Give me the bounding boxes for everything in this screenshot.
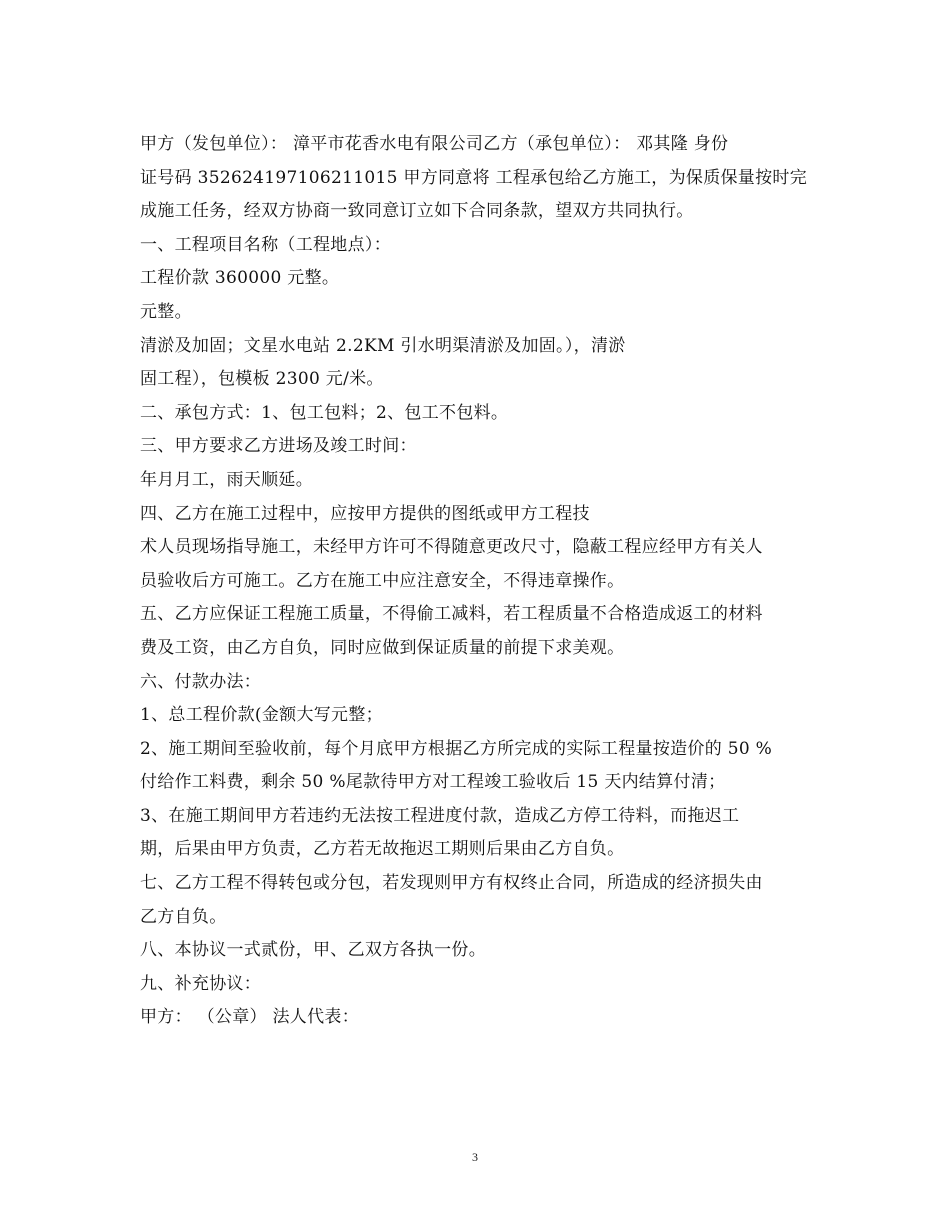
section-heading: 二、承包方式：1、包工包料；2、包工不包料。 <box>140 402 509 423</box>
section-heading: 七、乙方工程不得转包或分包，若发现则甲方有权终止合同，所造成的经济损失由 <box>140 873 763 894</box>
contract-line: 成施工任务，经双方协商一致同意订立如下合同条款，望双方共同执行。 <box>140 201 694 222</box>
contract-line: 工程价款 360000 元整。 <box>140 268 340 289</box>
contract-line: 证号码 352624197106211015 甲方同意将 工程承包给乙方施工，为保质保量按时完 <box>140 167 807 188</box>
section-heading: 四、乙方在施工过程中，应按甲方提供的图纸或甲方工程技 <box>140 503 590 524</box>
page-number: 3 <box>472 1150 478 1164</box>
contract-line: 期，后果由甲方负责，乙方若无故拖迟工期则后果由乙方自负。 <box>140 839 625 860</box>
section-heading: 六、付款办法： <box>140 671 262 692</box>
section-heading: 五、乙方应保证工程施工质量，不得偷工减料，若工程质量不合格造成返工的材料 <box>140 604 763 625</box>
payment-clause: 2、施工期间至验收前，每个月底甲方根据乙方所完成的实际工程量按造价的 50 % <box>140 738 773 759</box>
contract-line: 清淤及加固；文星水电站 2.2KM 引水明渠清淤及加固。），清淤 <box>140 335 626 356</box>
section-heading: 三、甲方要求乙方进场及竣工时间： <box>140 436 417 457</box>
contract-line: 付给作工料费，剩余 50 %尾款待甲方对工程竣工验收后 15 天内结算付清； <box>140 772 726 793</box>
payment-clause: 3、在施工期间甲方若违约无法按工程进度付款，造成乙方停工待料，而拖迟工 <box>140 805 740 826</box>
contract-line: 年月月工，雨天顺延。 <box>140 469 313 490</box>
contract-line: 乙方自负。 <box>140 906 227 927</box>
contract-line: 员验收后方可施工。乙方在施工中应注意安全，不得违章操作。 <box>140 570 625 591</box>
contract-line: 固工程），包模板 2300 元/米。 <box>140 369 384 390</box>
contract-line: 甲方（发包单位）： 漳平市花香水电有限公司乙方（承包单位）： 邓其隆 身份 <box>140 134 729 154</box>
section-heading: 九、补充协议： <box>140 973 262 994</box>
section-heading: 一、工程项目名称（工程地点）： <box>140 234 391 255</box>
contract-line: 费及工资，由乙方自负，同时应做到保证质量的前提下求美观。 <box>140 637 625 658</box>
payment-clause: 1、总工程价款(金额大写元整； <box>140 705 383 726</box>
signature-line: 甲方： （公章） 法人代表： <box>140 1007 360 1028</box>
section-heading: 八、本协议一式贰份，甲、乙双方各执一份。 <box>140 940 486 961</box>
contract-line: 术人员现场指导施工，未经甲方许可不得随意更改尺寸，隐蔽工程应经甲方有关人 <box>140 537 763 558</box>
contract-line: 元整。 <box>140 301 192 322</box>
contract-body <box>140 128 820 1035</box>
